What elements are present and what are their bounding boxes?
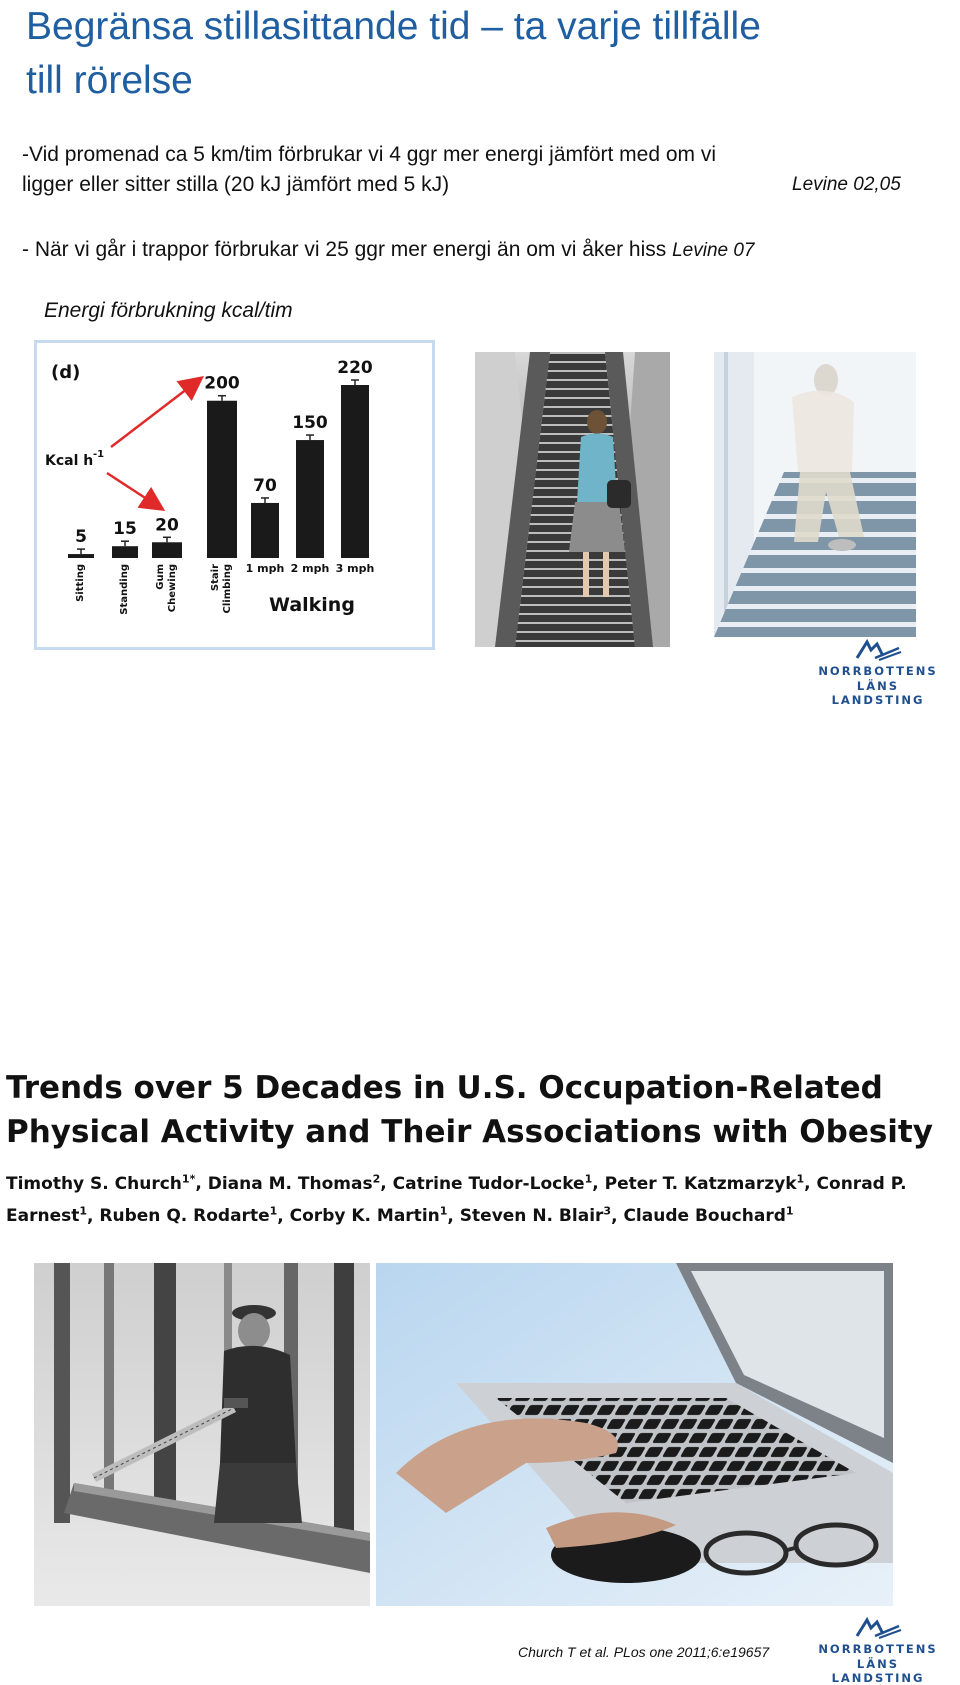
y-axis-label-text: Kcal h: [45, 453, 94, 469]
category-label-1-word-0: Standing: [119, 564, 130, 615]
arrow-to-gum-chewing: [107, 473, 161, 508]
norrbotten-logo-line-2: LÄNS LANDSTING: [831, 679, 925, 707]
value-label-6: 220: [337, 358, 373, 378]
paper-authors: Timothy S. Church$^{1*}$, Diana M. Thomas$^2$, Catrine Tudor-Locke$^1$, Peter T. Katzmarzyk$^1$, Conrad P. Earnest$^1$, Ruben Q. Rodarte$^1$, Corby K. Martin$^1$, Steven N. Blair$^3$, Claude Bouchard$^1$: [6, 1172, 907, 1227]
lumberjack-photo: [34, 1263, 370, 1606]
slide-title-line-2: till rörelse: [26, 59, 193, 102]
author-7: Steven N. Blair$^3$: [459, 1204, 612, 1227]
author-affiliation-1: 2: [372, 1172, 381, 1185]
citation-levine-02-05: Levine 02,05: [792, 174, 901, 195]
value-label-4: 70: [253, 475, 277, 496]
category-label-3-word-0: Stair: [210, 564, 221, 592]
paragraph-walking-line-2: ligger eller sitter stilla (20 kJ jämfört med 5 kJ): [22, 173, 450, 196]
value-label-5: 150: [292, 413, 328, 434]
walking-group-label: Walking: [269, 594, 355, 616]
category-label-2-word-1: Chewing: [167, 564, 178, 613]
category-label-0-word-0: Sitting: [75, 564, 86, 602]
bar-6: [341, 385, 369, 558]
category-label-3-word-1: Climbing: [222, 564, 233, 614]
category-label-5: 2 mph: [290, 562, 330, 575]
paragraph-walking-line-1: -Vid promenad ca 5 km/tim förbrukar vi 4 ggr mer energi jämfört med om vi: [22, 143, 717, 166]
author-4: Conrad P. Earnest$^1$: [6, 1173, 907, 1227]
value-label-0: 5: [75, 527, 87, 548]
norrbotten-logo-line-1: NORRBOTTENS: [818, 664, 938, 678]
chart-caption: Energi förbrukning kcal/tim: [44, 299, 293, 322]
category-label-2: [155, 564, 178, 612]
author-affiliation-0: 1*: [181, 1172, 196, 1185]
author-affiliation-5: 1: [269, 1204, 278, 1218]
category-label-1: [119, 564, 130, 615]
author-0: Timothy S. Church$^{1*}$: [6, 1172, 196, 1194]
category-label-0: [75, 564, 86, 602]
bar-0: [68, 554, 94, 558]
author-affiliation-2: 1: [584, 1172, 593, 1185]
paragraph-stairs: [22, 235, 952, 266]
norrbotten-logo-mark: [853, 638, 903, 662]
author-affiliation-3: 1: [796, 1172, 805, 1185]
author-affiliation-6: 1: [439, 1204, 448, 1218]
bar-5: [296, 440, 324, 558]
author-5: Ruben Q. Rodarte$^1$: [99, 1204, 278, 1227]
author-affiliation-8: 1: [785, 1204, 794, 1218]
norrbotten-logo-footer-line-2: LÄNS LANDSTING: [831, 1657, 925, 1685]
category-label-2-word-0: Gum: [155, 564, 166, 590]
author-affiliation-7: 3: [603, 1204, 612, 1218]
paper-title-line-1: Trends over 5 Decades in U.S. Occupation-Related: [6, 1070, 883, 1106]
value-label-3: 200: [204, 373, 240, 394]
norrbotten-logo: [808, 638, 948, 707]
bar-1: [112, 546, 138, 558]
slide-title-line-1: Begränsa stillasittande tid – ta varje tillfälle: [26, 5, 761, 48]
chart-panel-label: (d): [51, 362, 81, 383]
norrbotten-logo-footer: [808, 1616, 948, 1685]
paper-title-line-2: Physical Activity and Their Associations with Obesity: [6, 1114, 933, 1150]
paragraph-stairs-text: - När vi går i trappor förbrukar vi 25 ggr mer energi än om vi åker hiss: [22, 238, 667, 261]
stairs-photo: [714, 352, 916, 637]
norrbotten-logo-footer-line-1: NORRBOTTENS: [818, 1642, 938, 1656]
value-label-2: 20: [155, 515, 179, 536]
category-label-3: [210, 564, 233, 614]
category-label-6: 3 mph: [335, 562, 375, 575]
bar-3: [207, 401, 237, 558]
slide-title: [26, 0, 946, 108]
energy-chart-panel: [34, 340, 435, 650]
paper-title: [6, 1066, 946, 1154]
category-label-4: 1 mph: [245, 562, 285, 575]
arrow-to-stair-climbing: [111, 379, 200, 447]
bar-4: [251, 503, 279, 558]
bar-2: [152, 542, 182, 558]
value-label-1: 15: [113, 519, 137, 540]
energy-bar-chart: [37, 343, 432, 647]
norrbotten-logo-footer-mark: [853, 1616, 903, 1640]
author-affiliation-4: 1: [79, 1204, 88, 1218]
author-1: Diana M. Thomas$^2$: [207, 1172, 381, 1194]
author-8: Claude Bouchard$^1$: [623, 1204, 794, 1227]
y-axis-label-superscript: -1: [93, 449, 105, 460]
author-2: Catrine Tudor-Locke$^1$: [392, 1172, 593, 1194]
author-6: Corby K. Martin$^1$: [289, 1204, 448, 1227]
laptop-photo: [376, 1263, 893, 1606]
paragraph-walking: [22, 140, 942, 200]
footer-citation: Church T et al. PLos one 2011;6:e19657: [518, 1644, 770, 1660]
author-3: Peter T. Katzmarzyk$^1$: [604, 1172, 805, 1194]
citation-levine-07: Levine 07: [672, 240, 755, 261]
y-axis-label: [45, 449, 104, 469]
escalator-photo: [475, 352, 670, 647]
